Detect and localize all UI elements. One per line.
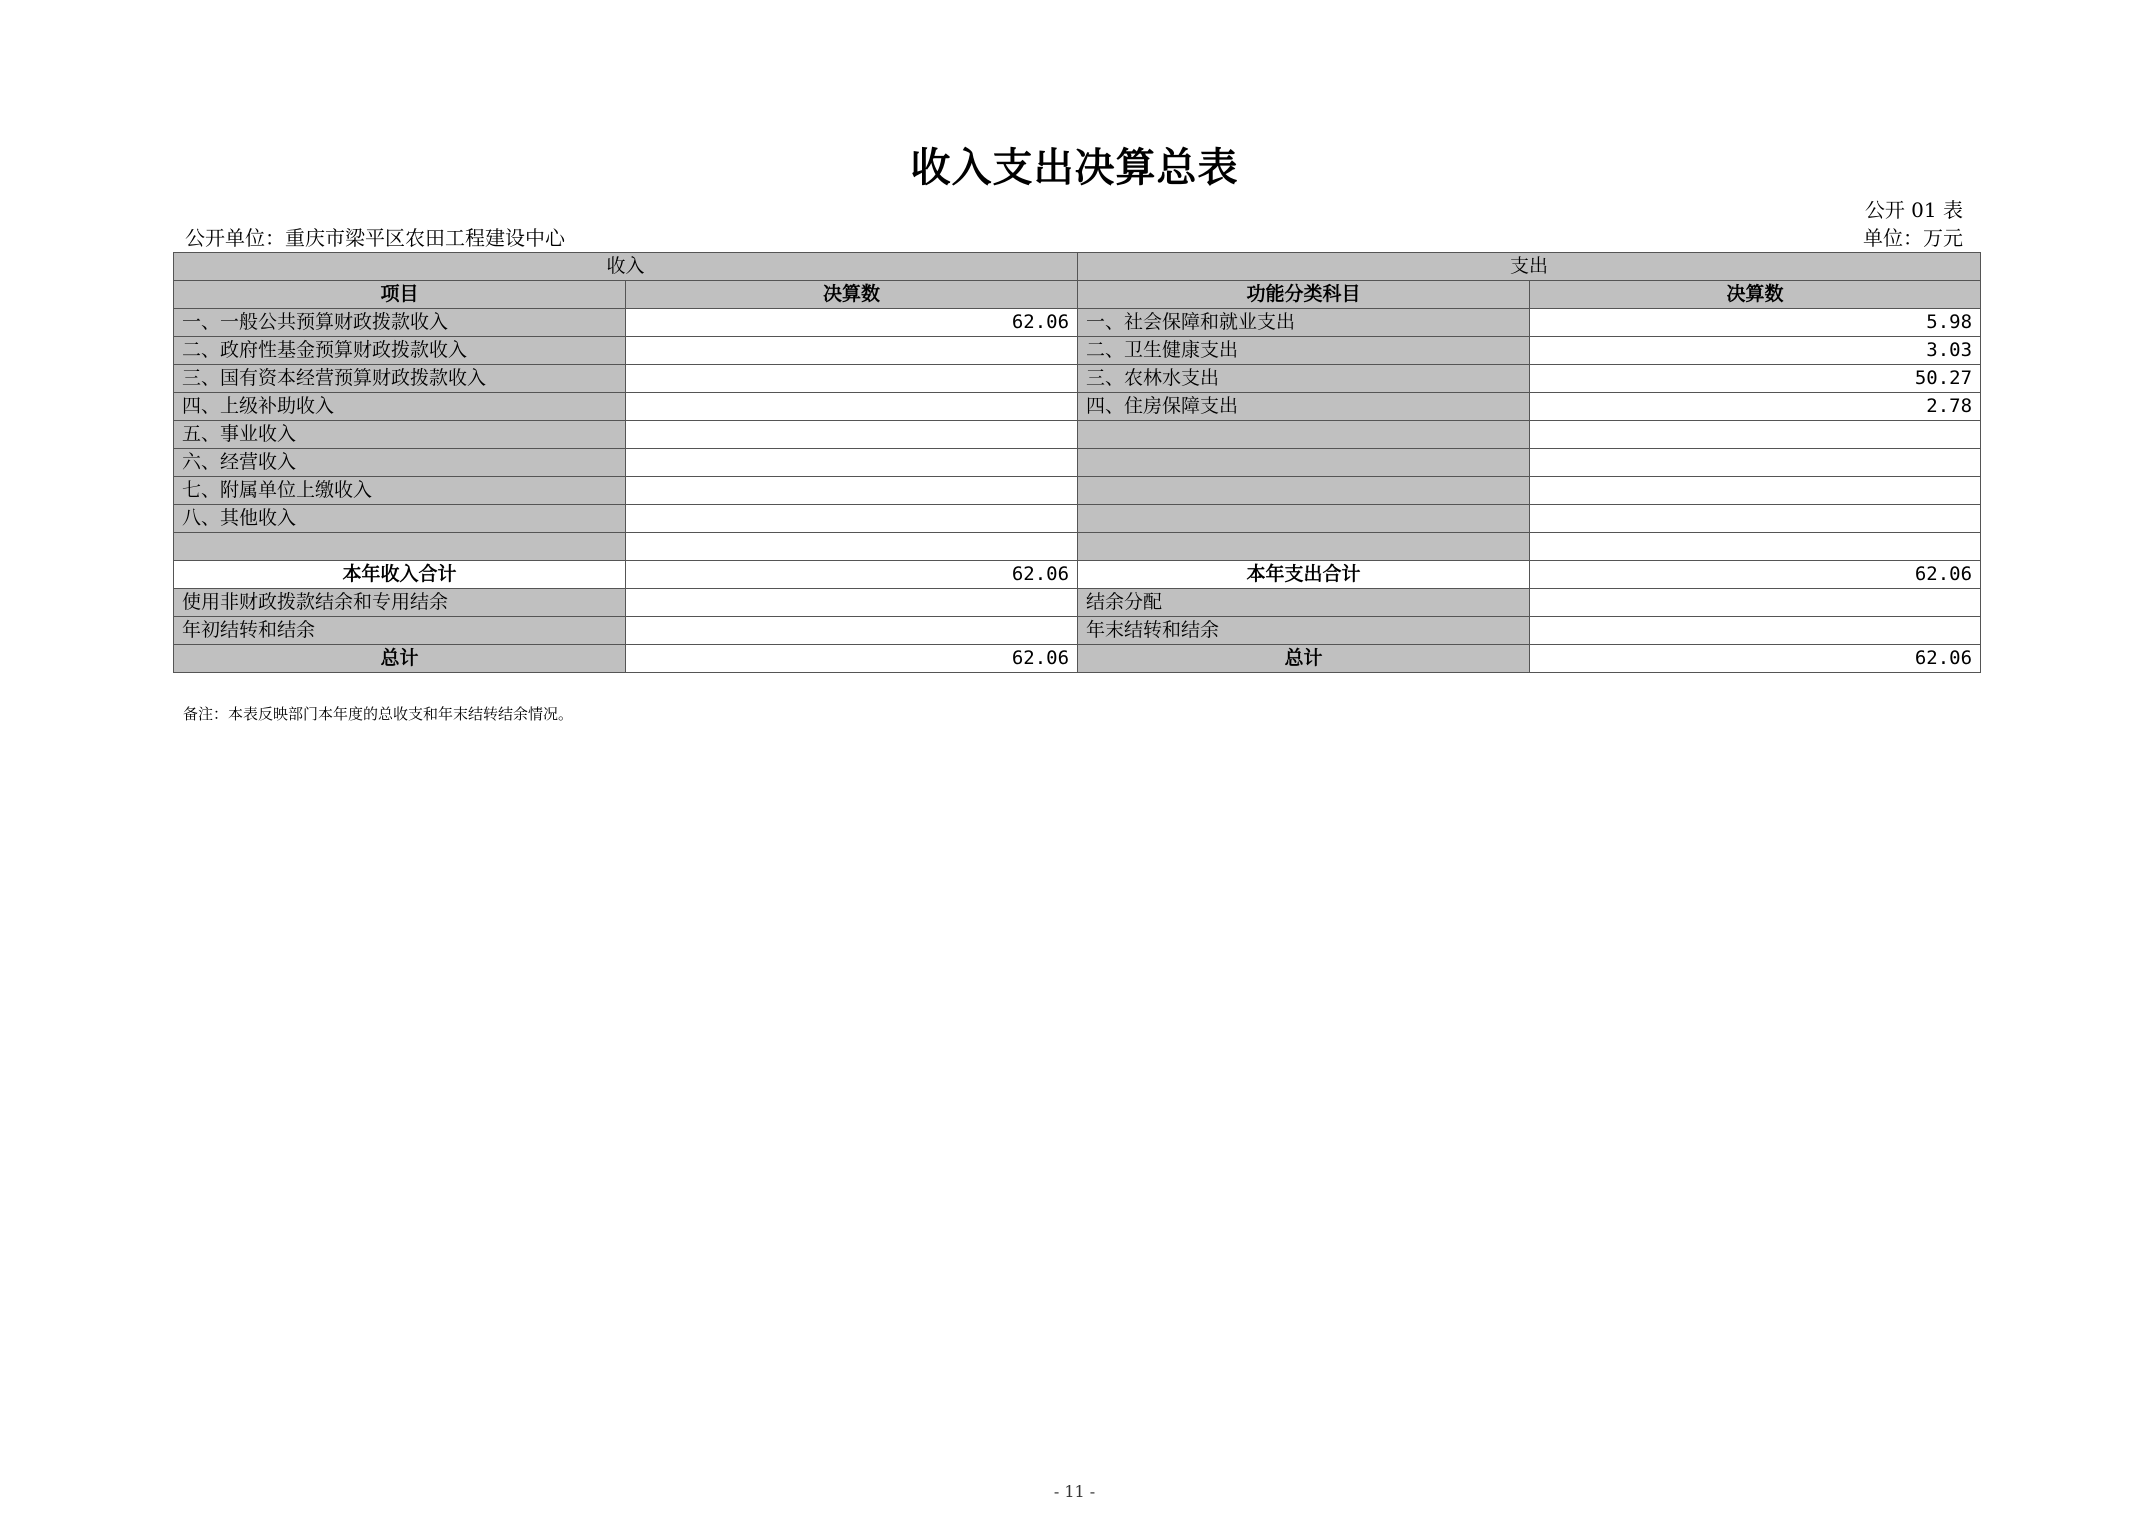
expense-item-cell: [1078, 477, 1530, 505]
income-amount-cell: [626, 533, 1078, 561]
year-income-total-value: 62.06: [626, 561, 1078, 589]
table-row: [174, 477, 1981, 505]
income-item-cell: 四、上级补助收入: [174, 393, 626, 421]
expense-item-cell: [1078, 533, 1530, 561]
income-amount-cell: [626, 617, 1078, 645]
year-expense-total-label: 本年支出合计: [1078, 561, 1530, 589]
page-number: - 11 -: [1053, 1482, 1096, 1501]
expense-amount-header: 决算数: [1530, 281, 1981, 309]
income-amount-cell: [626, 365, 1078, 393]
expense-amount-cell: [1530, 449, 1981, 477]
expense-amount-cell: [1530, 589, 1981, 617]
expense-item-cell: 一、社会保障和就业支出: [1078, 309, 1530, 337]
column-header-row: [174, 281, 1981, 309]
table-row: [174, 449, 1981, 477]
income-item-cell: 六、经营收入: [174, 449, 626, 477]
income-section-header: 收入: [174, 253, 1078, 281]
expense-amount-cell: [1530, 421, 1981, 449]
table-footnote: 备注：本表反映部门本年度的总收支和年末结转结余情况。: [183, 705, 574, 723]
grand-total-expense-value: 62.06: [1530, 645, 1981, 673]
income-expense-summary-table: [173, 252, 1981, 673]
year-total-row: [174, 561, 1981, 589]
expense-item-cell: 结余分配: [1078, 589, 1530, 617]
table-row: [174, 393, 1981, 421]
income-item-cell: 一、一般公共预算财政拨款收入: [174, 309, 626, 337]
expense-amount-cell: [1530, 505, 1981, 533]
expense-amount-cell: 3.03: [1530, 337, 1981, 365]
income-amount-cell: [626, 449, 1078, 477]
section-header-row: [174, 253, 1981, 281]
table-row: [174, 505, 1981, 533]
income-item-cell: 八、其他收入: [174, 505, 626, 533]
grand-total-row: [174, 645, 1981, 673]
table-row: [174, 421, 1981, 449]
expense-amount-cell: 5.98: [1530, 309, 1981, 337]
expense-item-cell: 二、卫生健康支出: [1078, 337, 1530, 365]
grand-total-expense-label: 总计: [1078, 645, 1530, 673]
currency-unit: 单位：万元: [1863, 226, 1963, 250]
expense-item-cell: [1078, 449, 1530, 477]
income-amount-cell: [626, 421, 1078, 449]
table-row: [174, 337, 1981, 365]
form-number: 公开 01 表: [1864, 198, 1963, 222]
year-expense-total-value: 62.06: [1530, 561, 1981, 589]
income-item-cell: 三、国有资本经营预算财政拨款收入: [174, 365, 626, 393]
income-amount-cell: 62.06: [626, 309, 1078, 337]
grand-total-income-label: 总计: [174, 645, 626, 673]
table-row: [174, 365, 1981, 393]
expense-item-cell: 年末结转和结余: [1078, 617, 1530, 645]
income-item-cell: 七、附属单位上缴收入: [174, 477, 626, 505]
expense-item-cell: [1078, 421, 1530, 449]
expense-amount-cell: 2.78: [1530, 393, 1981, 421]
expense-item-cell: 四、住房保障支出: [1078, 393, 1530, 421]
expense-section-header: 支出: [1078, 253, 1981, 281]
income-amount-cell: [626, 505, 1078, 533]
expense-amount-cell: [1530, 477, 1981, 505]
income-item-header: 项目: [174, 281, 626, 309]
page-title: 收入支出决算总表: [910, 145, 1239, 191]
income-item-cell: 使用非财政拨款结余和专用结余: [174, 589, 626, 617]
table-row: [174, 617, 1981, 645]
expense-amount-cell: [1530, 533, 1981, 561]
reporting-unit: 公开单位：重庆市梁平区农田工程建设中心: [185, 226, 565, 250]
table-row: [174, 309, 1981, 337]
income-item-cell: [174, 533, 626, 561]
income-item-cell: 年初结转和结余: [174, 617, 626, 645]
income-amount-cell: [626, 589, 1078, 617]
income-amount-cell: [626, 477, 1078, 505]
expense-item-cell: 三、农林水支出: [1078, 365, 1530, 393]
income-amount-header: 决算数: [626, 281, 1078, 309]
grand-total-income-value: 62.06: [626, 645, 1078, 673]
income-amount-cell: [626, 393, 1078, 421]
income-amount-cell: [626, 337, 1078, 365]
table-row: [174, 533, 1981, 561]
expense-item-cell: [1078, 505, 1530, 533]
expense-amount-cell: [1530, 617, 1981, 645]
expense-amount-cell: 50.27: [1530, 365, 1981, 393]
income-item-cell: 二、政府性基金预算财政拨款收入: [174, 337, 626, 365]
expense-item-header: 功能分类科目: [1078, 281, 1530, 309]
table-row: [174, 589, 1981, 617]
income-item-cell: 五、事业收入: [174, 421, 626, 449]
year-income-total-label: 本年收入合计: [174, 561, 626, 589]
